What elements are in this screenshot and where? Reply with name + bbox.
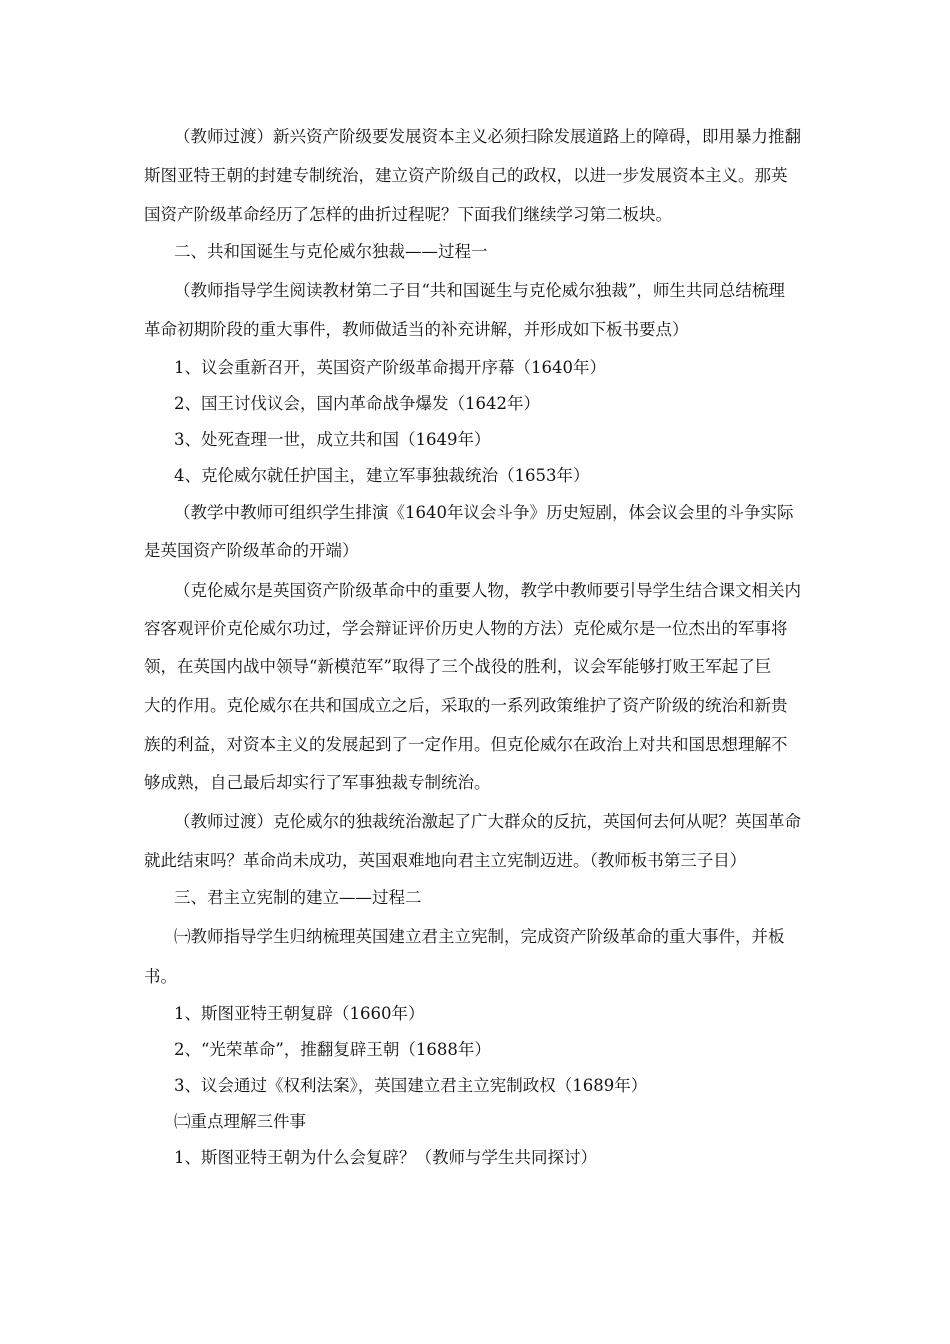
- paragraph-line: ㈠教师指导学生归纳梳理英国建立君主立宪制，完成资产阶级革命的重大事件，并板: [174, 927, 785, 946]
- paragraph-line: 书。: [144, 967, 177, 986]
- paragraph-line: 斯图亚特王朝的封建专制统治，建立资产阶级自己的政权，以进一步发展资本主义。那英: [144, 166, 788, 185]
- paragraph-line: 革命初期阶段的重大事件，教师做适当的补充讲解，并形成如下板书要点）: [144, 320, 689, 339]
- list-item: 1、议会重新召开，英国资产阶级革命揭开序幕（1640年）: [174, 358, 606, 377]
- paragraph-line: 够成熟，自己最后却实行了军事独裁专制统治。: [144, 773, 491, 792]
- paragraph-line: （教师过渡）克伦威尔的独裁统治激起了广大群众的反抗，英国何去何从呢？英国革命: [174, 812, 801, 831]
- paragraph-line: 大的作用。克伦威尔在共和国成立之后，采取的一系列政策维护了资产阶级的统治和新贵: [144, 696, 788, 715]
- paragraph-line: 族的利益，对资本主义的发展起到了一定作用。但克伦威尔在政治上对共和国思想理解不: [144, 735, 788, 754]
- list-item: 1、斯图亚特王朝复辟（1660年）: [174, 1004, 425, 1023]
- section-heading: 三、君主立宪制的建立——过程二: [174, 888, 422, 907]
- paragraph-line: 国资产阶级革命经历了怎样的曲折过程呢？下面我们继续学习第二板块。: [144, 205, 672, 224]
- paragraph-line: 领，在英国内战中领导“新模范军”取得了三个战役的胜利，议会军能够打败王军起了巨: [144, 657, 772, 676]
- paragraph-line: 是英国资产阶级革命的开端）: [144, 541, 359, 560]
- subsection-heading: ㈡重点理解三件事: [174, 1112, 306, 1131]
- paragraph-line: 就此结束吗？革命尚未成功，英国艰难地向君主立宪制迈进。（教师板书第三子目）: [144, 851, 747, 870]
- paragraph-line: （克伦威尔是英国资产阶级革命中的重要人物，教学中教师要引导学生结合课文相关内: [174, 581, 801, 600]
- list-item: 3、议会通过《权利法案》，英国建立君主立宪制政权（1689年）: [174, 1076, 648, 1095]
- paragraph-line: （教学中教师可组织学生排演《1640年议会斗争》历史短剧，体会议会里的斗争实际: [174, 503, 794, 522]
- list-item: 2、“光荣革命”，推翻复辟王朝（1688年）: [174, 1040, 491, 1059]
- list-item: 4、克伦威尔就任护国主，建立军事独裁统治（1653年）: [174, 466, 590, 485]
- paragraph-line: （教师指导学生阅读教材第二子目“共和国诞生与克伦威尔独裁”，师生共同总结梳理: [174, 281, 785, 300]
- paragraph-line: （教师过渡）新兴资产阶级要发展资本主义必须扫除发展道路上的障碍，即用暴力推翻: [174, 127, 801, 146]
- list-item: 1、斯图亚特王朝为什么会复辟？（教师与学生共同探讨）: [174, 1148, 597, 1167]
- list-item: 3、处死查理一世，成立共和国（1649年）: [174, 430, 491, 449]
- paragraph-line: 容客观评价克伦威尔功过，学会辩证评价历史人物的方法）克伦威尔是一位杰出的军事将: [144, 619, 788, 638]
- list-item: 2、国王讨伐议会，国内革命战争爆发（1642年）: [174, 394, 540, 413]
- section-heading: 二、共和国诞生与克伦威尔独裁——过程一: [174, 242, 488, 261]
